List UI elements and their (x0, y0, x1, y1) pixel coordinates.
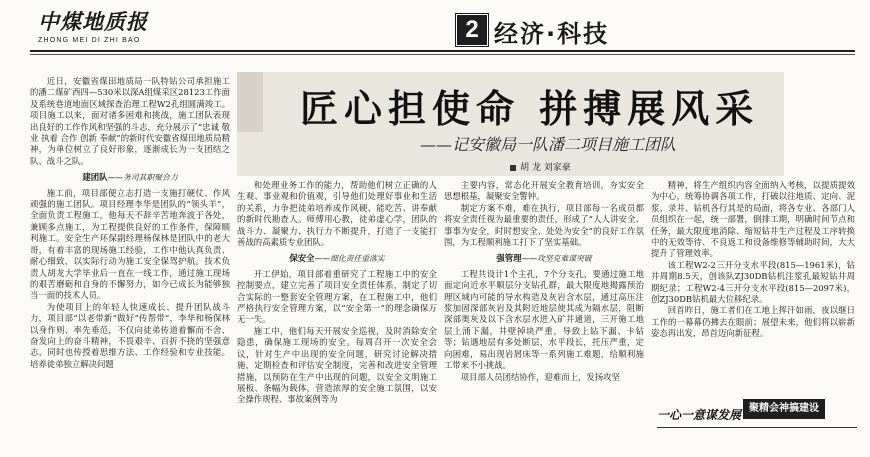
slogan-right: 聚精会神搞建设 (743, 399, 825, 419)
article-headline: 匠心担使命 拼搏展风采 (300, 86, 760, 131)
masthead-title: 中煤地质报 (38, 10, 148, 34)
paragraph: 该工程W2-2三开分支水平段(815—1961米)，钻井周期8.5天，创该队ZJ30DB钻机注浆孔最短钻井周期纪录；工程W2-4三开分支水平段(815—2097米)，创ZJ30DB钻机最大位移纪录。 (651, 259, 855, 305)
paragraph: 施工中，他们每天开展安全巡视，及时消除安全隐患，确保施工现场的安全。每周召开一次安全会议，针对生产中出现的安全问题，研究讨论解决措施，定期检查和评估安全制度，完善和改进安全管理措施，以预防在生产中出现的问题，以安全文明施工展板、条幅为载体，营造浓厚的安全施工氛围，以安全操作规程、事故案例等为 (237, 325, 437, 405)
header-rule-thin (30, 54, 855, 55)
subhead-title: 强管理 (496, 253, 522, 264)
article-subtitle: ——记安徽局一队潘二项目施工团队 (420, 135, 677, 154)
paragraph: 和处理业务工作的能力，帮助他们树立正确的人生观、事业观和价值观，引导他们处理好事业和生活的关系，力争把徒弟培养成作风硬、能吃苦、讲奉献的新时代勘查人。师傅用心教，徒弟虚心学，团队的战斗力、凝聚力、执行力不断提升，打造了一支能打善战的高素质专业团队。 (237, 180, 437, 248)
header-rule (30, 50, 855, 52)
byline-text: 胡 龙 刘家豪 (520, 163, 571, 173)
masthead-pinyin: ZHONG MEI DI ZHI BAO (38, 37, 141, 44)
headline-bar (237, 72, 263, 132)
subhead-deco: ——细化责任重落实 (314, 254, 385, 264)
subhead-deco: ——务司其职聚合力 (107, 173, 178, 183)
paragraph: 精神，将生产组织内容全面纳入考核，以提质提效为中心，统筹协调各项工作，打破以往地质、定向、泥浆、录井、钻机各行其是的局面，将各专业、各部门人员组织在一起，统一部署，倒排工期，明确时间节点和任务，最大限度地消除、缩短钻井生产过程及工序转换中的无效等待、不良返工和设备维修等辅助时间，大大提升了管理效率。 (651, 180, 855, 259)
paragraph: 项目部人员团结协作，迎难而上，发扬攻坚 (460, 371, 620, 382)
article-column-1 (30, 76, 230, 454)
article-byline (510, 160, 571, 173)
paragraph: 制定方案不难，难在执行，项目部每一名成员都将安全责任视为最重要的责任，形成了“人人讲安全、事事为安全，时时想安全、处处为安全”的良好工作氛围，为工程顺利施工打下了坚实基础。 (444, 202, 644, 248)
paragraph: 近日，安徽省煤田地质局一队特钻公司承担施工的潘二煤矿西四—530米以深A组煤采区28123工作面及系统巷道地面区域探查治理工程W2孔组圆满竣工。项目施工以来，面对诸多困难和挑战，施工团队表现出良好的工作作风和坚强的斗志，充分展示了“忠诚 敬业 执着 合作 创新 奉献”的新时代安徽省煤田地质局精神，为单位树立了良好形象，逐渐成长为一支团结之队、战斗之队。 (30, 76, 230, 166)
section-subhead (30, 172, 230, 183)
section-subhead (444, 253, 644, 264)
article-column-3 (444, 180, 644, 454)
paragraph: 工程共设计1个主孔，7个分支孔，要通过施工地面定向近水平顺层分支钻孔群，最大限度地揭露预治理区域内可能的导水构造及灰岩含水层，通过高压注浆加固深部灰岩及其附近地层使其成为隔水层，阻断深部奥灰及以下含水层水进入矿井通道，三开施工地层上涌下漏，井壁掉块严重，导致上钻下漏、卡钻等；钻遇地层有多处断层，水平段长，托压严重，定向困难，易出现岩屑床等一系列施工难题，给顺利施工带来不小挑战。 (444, 268, 644, 371)
paragraph: 开工伊始，项目部着重研究了工程施工中的安全控制要点，建立完善了项目安全责任体系，制定了切合实际的一整套安全管理方案，在工程施工中，他们严格执行安全管理方案，以“安全第一”的理念确保万无一失。 (237, 268, 437, 325)
masthead (38, 6, 148, 44)
subhead-deco: ——攻坚克难谋突破 (521, 254, 592, 264)
article-column-2 (237, 180, 437, 454)
paragraph: 为使项目上的年轻人快速成长、提升团队战斗力，项目部“以老带新”做好“传帮带”，李华和杨保林以身作则、率先垂范，不仅向徒弟传道着懈而不舍、奋发向上的奋斗精神，不畏艰辛、百折不挠的坚强意志，同时也传授着思维方法、工作经验和专业技能。培养徒弟独立解决问题 (30, 301, 230, 369)
paragraph: 施工前，项目部便立志打造一支施打硬仗、作风顽强的施工团队。项目经理李华是团队的“领头羊”，全面负责工程施工，他每天不辞辛苦地奔波于各处，兼顾多点施工，为工程提供良好的工作条件，保障顺利施工。安全生产环保副经理杨保林是团队中的老大哥，有着丰富的现场施工经验，工作中他认真负责、耐心细致，以实际行动为施工安全保驾护航。技术负责人胡龙大学毕业后一直在一线工作，通过施工现场的艰苦磨砺和自身的不懈努力，如今已成长为能够独当一面的技术人员。 (30, 187, 230, 301)
paragraph: 回首昨日，施工者们在工地上挥汗如雨，夜以继日工作的一幕幕仍拂去在眼前；展望未来，他们将以崭新姿态再出发，昂首迈向新征程。 (651, 305, 855, 339)
byline-square-icon (510, 165, 516, 171)
section-title: 经济·科技 (494, 20, 610, 48)
slogan-left: 一心一意谋发展 (657, 408, 742, 422)
section-number: 2 (456, 14, 488, 46)
subhead-title: 保安全 (289, 253, 315, 264)
slogan-rule (657, 427, 857, 428)
section-subhead (237, 253, 437, 264)
paragraph: 主要内容，常态化开展安全教育培训，夯实安全思想根基，凝聚安全警钟。 (444, 180, 644, 202)
article-column-4 (651, 180, 855, 394)
slogan-banner (657, 397, 857, 431)
subhead-title: 建团队 (82, 172, 108, 183)
